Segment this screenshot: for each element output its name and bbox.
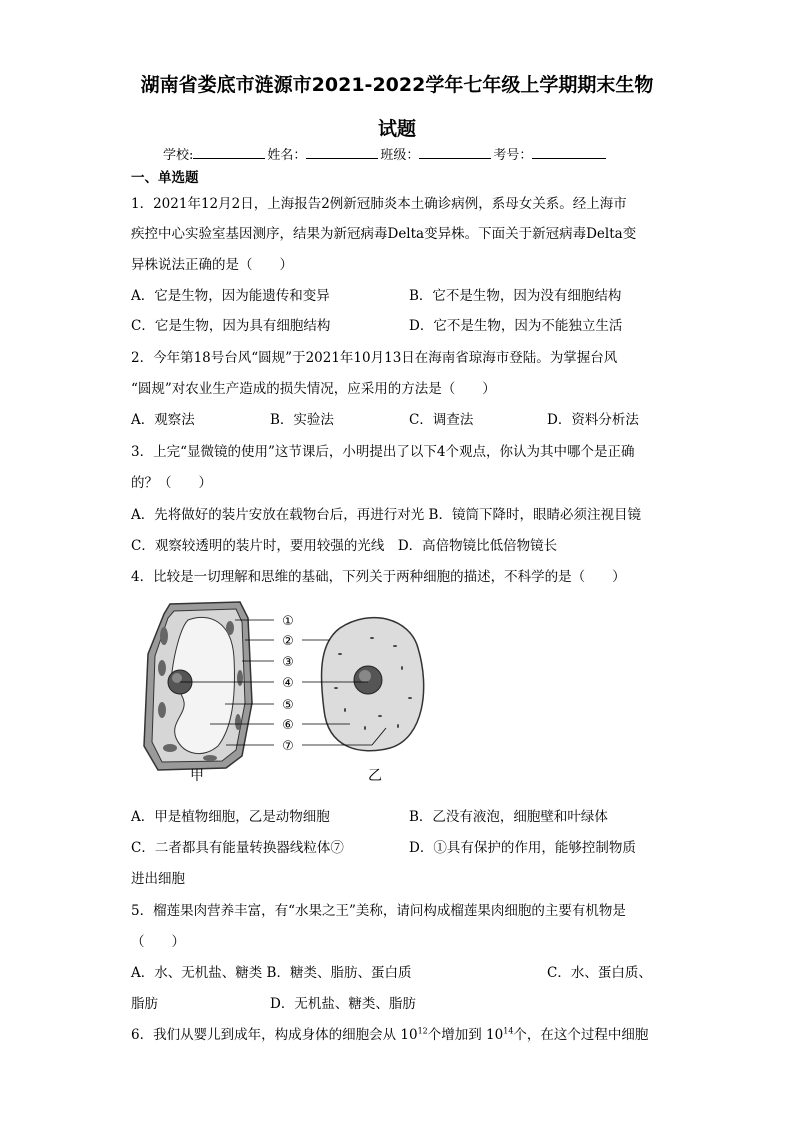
q5-option-c-continued: 脂肪 <box>131 996 158 1012</box>
part-label-7: ⑦ <box>282 739 294 754</box>
q4-option-b[interactable]: B．乙没有液泡，细胞壁和叶绿体 <box>409 809 608 825</box>
q3-options-cd[interactable]: C．观察较透明的装片时，要用较强的光线 D．高倍物镜比低倍物镜长 <box>131 538 558 554</box>
part-label-3: ③ <box>282 655 294 670</box>
q4-option-d[interactable]: D．①具有保护的作用，能够控制物质 <box>409 840 636 856</box>
q6-exponent-1: 12 <box>417 1026 428 1036</box>
chloroplast <box>235 714 241 730</box>
chloroplast <box>160 627 168 645</box>
exam-title-line1: 湖南省娄底市涟源市2021-2022学年七年级上学期期末生物 <box>140 74 654 96</box>
section-heading: 一、单选题 <box>131 170 199 186</box>
animal-cell <box>321 618 423 784</box>
class-blank[interactable] <box>419 146 491 159</box>
chloroplast <box>163 744 177 752</box>
student-info-row <box>163 144 608 163</box>
q2-option-d[interactable]: D．资料分析法 <box>547 412 639 428</box>
q6-line1 <box>131 1023 648 1043</box>
chloroplast <box>158 702 166 718</box>
school-blank[interactable] <box>193 146 265 159</box>
part-label-4: ④ <box>282 676 294 691</box>
q5-option-c[interactable]: C．水、蛋白质、 <box>547 965 652 981</box>
q3-line2: 的？（ ） <box>131 475 212 491</box>
q5-line2: （ ） <box>131 934 185 950</box>
q1-option-c[interactable]: C．它是生物，因为具有细胞结构 <box>131 318 331 334</box>
chloroplast <box>158 660 166 676</box>
part-label-5: ⑤ <box>282 698 294 713</box>
q1-line3: 异株说法正确的是（ ） <box>131 257 293 273</box>
plant-cell <box>144 602 252 784</box>
exam-no-blank[interactable] <box>532 146 606 159</box>
q2-line2: “圆规”对农业生产造成的损失情况，应采用的方法是（ ） <box>131 381 496 397</box>
chloroplast <box>237 670 243 686</box>
q4-line1: 4．比较是一切理解和思维的基础，下列关于两种细胞的描述，不科学的是（ ） <box>131 569 626 585</box>
q4-option-d-continued: 进出细胞 <box>131 871 185 887</box>
q3-line1: 3．上完“显微镜的使用”这节课后，小明提出了以下4个观点，你认为其中哪个是正确 <box>131 444 635 460</box>
part-labels <box>282 614 294 754</box>
q1-option-d[interactable]: D．它不是生物，因为不能独立生活 <box>409 318 623 334</box>
exam-no-label: 考号： <box>493 148 533 163</box>
school-label: 学校: <box>163 148 194 163</box>
class-label: 班级： <box>380 148 420 163</box>
plant-cell-label: 甲 <box>190 768 204 784</box>
q2-option-a[interactable]: A．观察法 <box>131 412 195 428</box>
q1-option-a[interactable]: A．它是生物，因为能遗传和变异 <box>131 288 330 304</box>
q6-exponent-2: 14 <box>503 1026 514 1036</box>
q2-line1: 2．今年第18号台风“圆规”于2021年10月13日在海南省琼海市登陆。为掌握台风 <box>131 350 618 366</box>
cell-diagram <box>140 598 460 788</box>
q2-option-b[interactable]: B．实验法 <box>270 412 334 428</box>
part-label-1: ① <box>282 614 294 629</box>
q5-line1: 5．榴莲果肉营养丰富，有“水果之王”美称，请问构成榴莲果肉细胞的主要有机物是 <box>131 903 626 919</box>
name-blank[interactable] <box>306 146 378 159</box>
exam-title-line2: 试题 <box>377 118 416 140</box>
q6-text-pre: 6．我们从婴儿到成年，构成身体的细胞会从 10 <box>131 1027 418 1043</box>
animal-cell-label: 乙 <box>368 768 382 784</box>
q1-line2: 疾控中心实验室基因测序，结果为新冠病毒Delta变异株。下面关于新冠病毒Delta变 <box>131 226 637 242</box>
q1-line1: 1．2021年12月2日，上海报告2例新冠肺炎本土确诊病例，系母女关系。经上海市 <box>131 196 627 212</box>
q2-option-c[interactable]: C．调查法 <box>409 412 474 428</box>
chloroplast <box>203 755 217 761</box>
q6-text-post: 个，在这个过程中细胞 <box>513 1027 649 1043</box>
part-label-2: ② <box>282 634 294 649</box>
q1-option-b[interactable]: B．它不是生物，因为没有细胞结构 <box>409 288 622 304</box>
q4-option-a[interactable]: A．甲是植物细胞，乙是动物细胞 <box>131 809 330 825</box>
part-label-6: ⑥ <box>282 718 294 733</box>
q6-text-mid: 个增加到 10 <box>427 1027 504 1043</box>
q5-options-ab[interactable]: A．水、无机盐、糖类 B．糖类、脂肪、蛋白质 <box>131 965 412 981</box>
q5-option-d[interactable]: D．无机盐、糖类、脂肪 <box>270 996 416 1012</box>
chloroplast <box>226 621 234 635</box>
name-label: 姓名： <box>267 148 307 163</box>
q3-options-ab[interactable]: A．先将做好的装片安放在载物台后，再进行对光 B．镜筒下降时，眼睛必须注视目镜 <box>131 507 641 523</box>
q4-option-c[interactable]: C．二者都具有能量转换器线粒体⑦ <box>131 840 344 856</box>
